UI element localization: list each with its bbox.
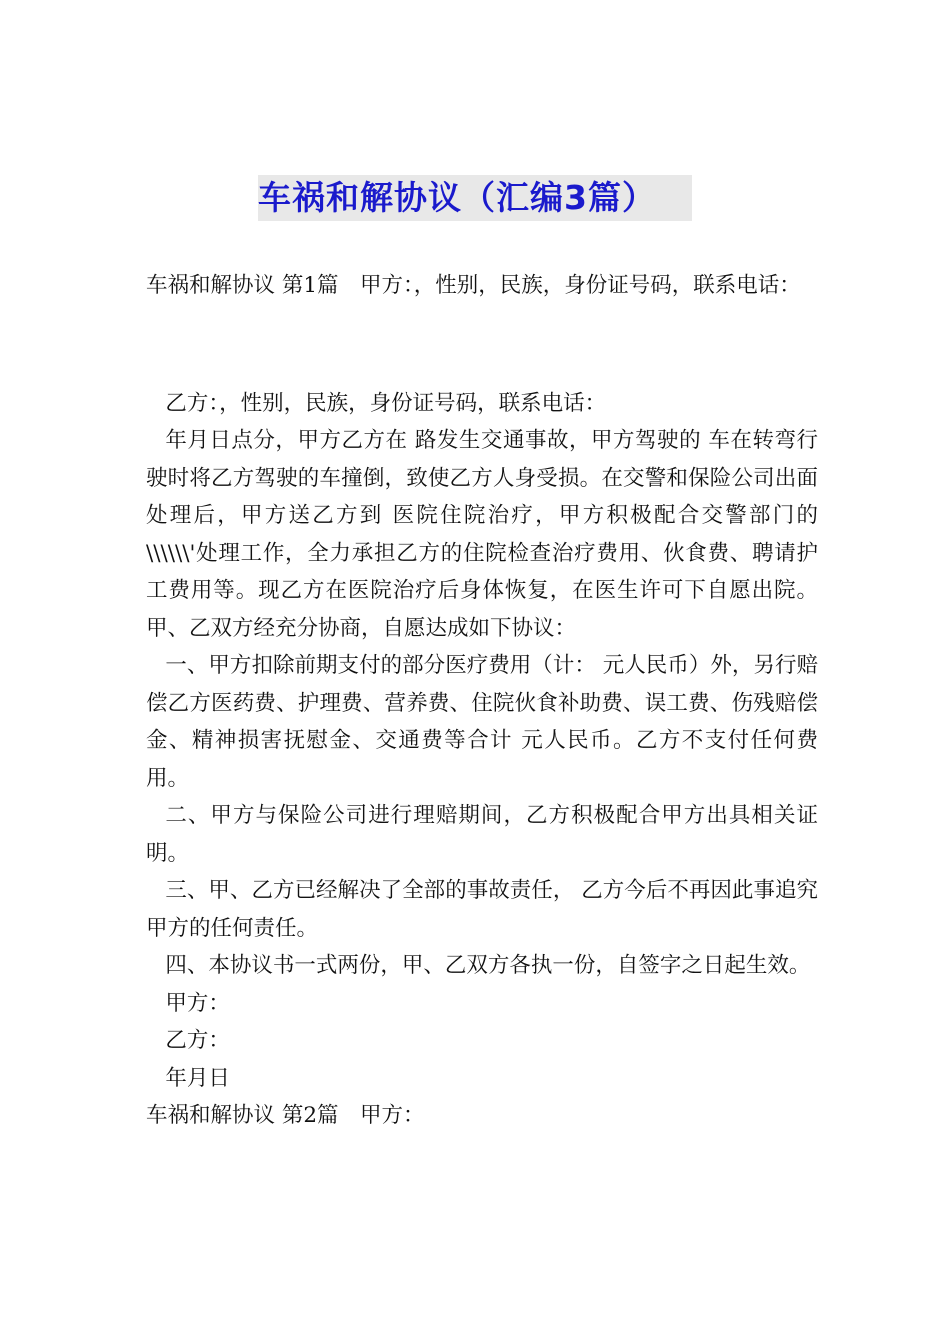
section1-heading: 车祸和解协议 第1篇 甲方：，性别，民族，身份证号码，联系电话： [146,273,801,298]
clause-1: 一、甲方扣除前期支付的部分医疗费用（计： 元人民币）外，另行赔偿乙方医药费、护理费、营养费、住院伙食补助费、误工费、伤残赔偿金、精神损害抚慰金、交通费等合计 元人民币。乙方不支付任何费用。 [146,653,818,791]
title-container [0,175,950,221]
party-b-line: 乙方：，性别，民族，身份证号码，联系电话： [165,390,607,416]
clause-2: 二、甲方与保险公司进行理赔期间，乙方积极配合甲方出具相关证明。 [146,803,818,866]
signature-party-b: 乙方： [165,1028,230,1053]
clause-3: 三、甲、乙方已经解决了全部的事故责任， 乙方今后不再因此事追究甲方的任何责任。 [146,878,818,941]
blank-gap [146,305,818,385]
section2-heading: 车祸和解协议 第2篇 甲方： [146,1103,425,1128]
document-title: 车祸和解协议（汇编3篇） [258,175,692,221]
document-body [146,267,818,1135]
signature-date: 年月日 [165,1065,230,1091]
clause-4: 四、本协议书一式两份，甲、乙双方各执一份，自签字之日起生效。 [165,953,811,978]
signature-party-a: 甲方： [165,990,230,1016]
incident-paragraph: 年月日点分，甲方乙方在 路发生交通事故，甲方驾驶的 车在转弯行驶时将乙方驾驶的车撞倒，致使乙方人身受损。在交警和保险公司出面处理后，甲方送乙方到 医院住院治疗，甲方积极配合交警部门的\\\\\\'处理工作，全力承担乙方的住院检查治疗费用、伙食费、聘请护工费用等。现乙方在医院治疗后身体恢复，在医生许可下自愿出院。甲、乙双方经充分协商，自愿达成如下协议： [146,428,818,641]
